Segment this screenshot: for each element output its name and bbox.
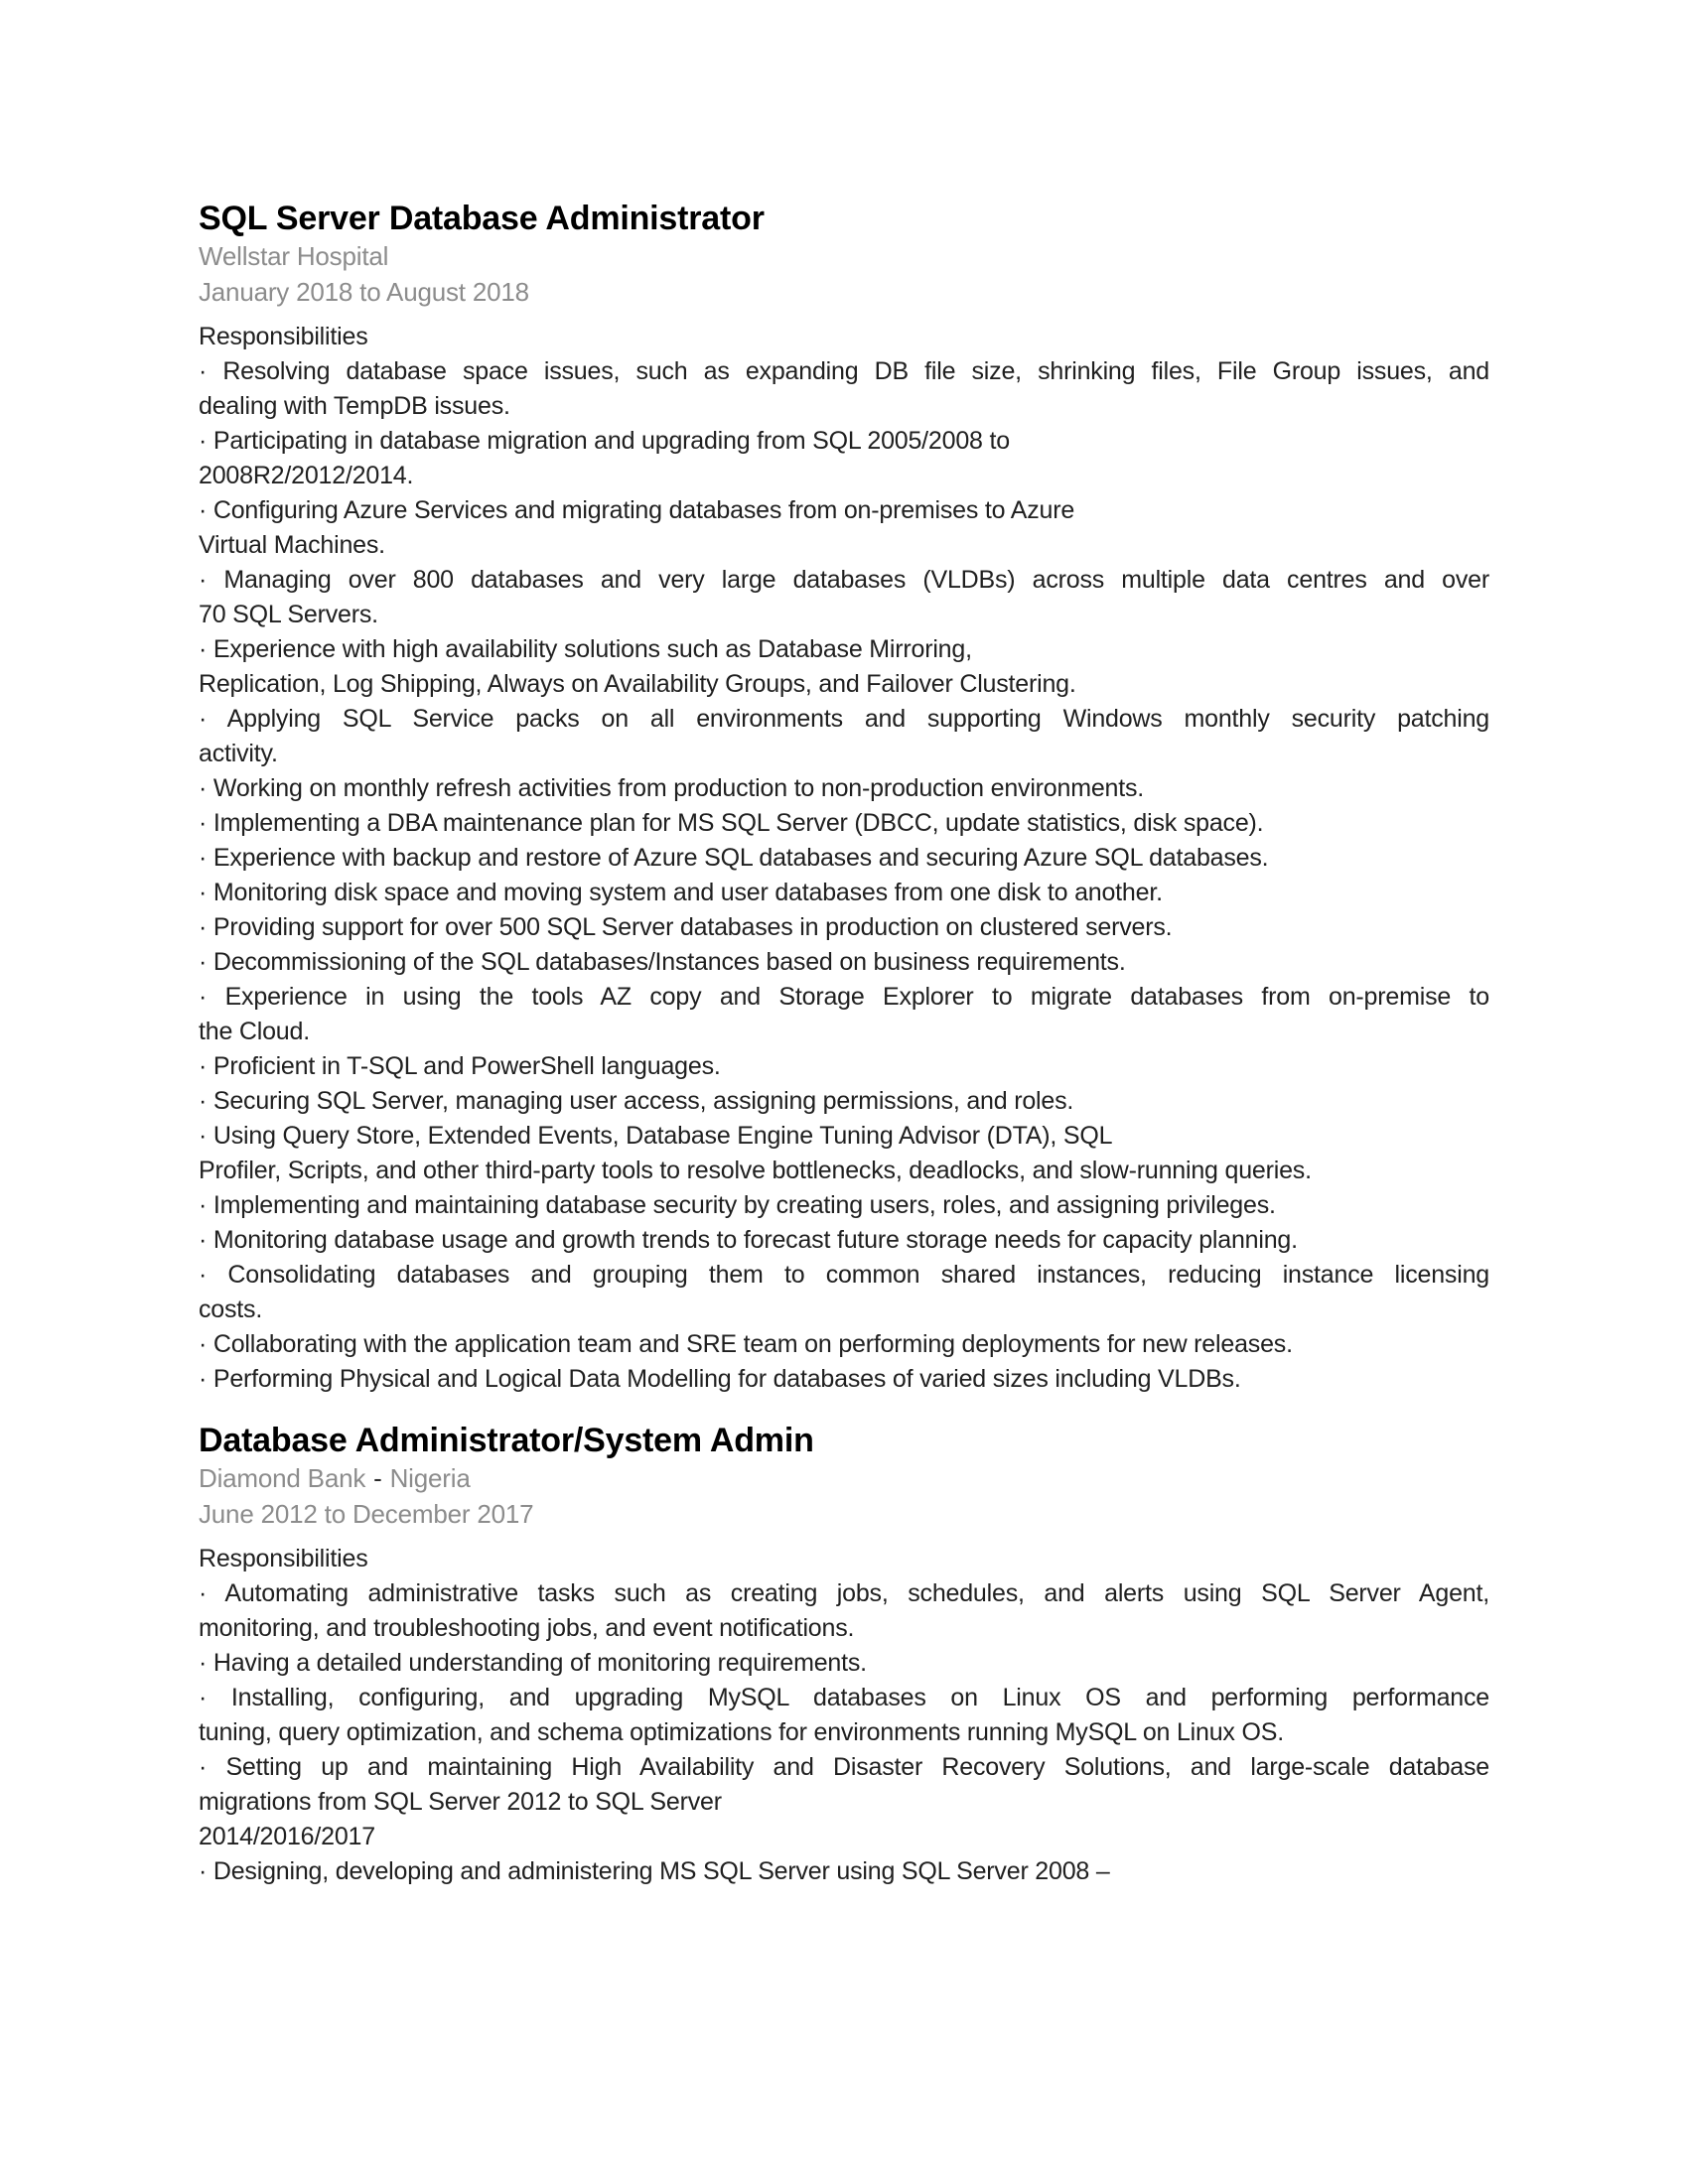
resume-line: · Automating administrative tasks such as creating jobs, schedules, and alerts using SQL Server Agent, bbox=[199, 1579, 1489, 1607]
responsibilities-label: Responsibilities bbox=[199, 1545, 368, 1572]
resume-line: · Configuring Azure Services and migrating databases from on-premises to Azure bbox=[199, 496, 1075, 524]
company-name: Diamond Bank bbox=[199, 1463, 366, 1493]
resume-line: · Managing over 800 databases and very large databases (VLDBs) across multiple data centres and over bbox=[199, 566, 1489, 594]
job-title: SQL Server Database Administrator bbox=[199, 200, 765, 237]
resume-line: · Monitoring database usage and growth trends to forecast future storage needs for capacity planning. bbox=[199, 1226, 1298, 1254]
responsibilities-list bbox=[199, 354, 1489, 1397]
resume-content bbox=[199, 199, 1489, 1889]
company-separator: - bbox=[373, 1463, 382, 1493]
resume-line: Replication, Log Shipping, Always on Availability Groups, and Failover Clustering. bbox=[199, 670, 1076, 698]
resume-line: · Experience with backup and restore of Azure SQL databases and securing Azure SQL databases. bbox=[199, 844, 1269, 872]
resume-line: · Designing, developing and administering MS SQL Server using SQL Server 2008 – bbox=[199, 1857, 1110, 1885]
job-section-dba-system-admin bbox=[199, 1421, 1489, 1889]
resume-line: the Cloud. bbox=[199, 1018, 310, 1045]
company-line bbox=[199, 1460, 1489, 1496]
employment-dates: January 2018 to August 2018 bbox=[199, 277, 529, 307]
resume-line: · Performing Physical and Logical Data Modelling for databases of varied sizes including VLDBs. bbox=[199, 1365, 1241, 1393]
resume-line: · Working on monthly refresh activities from production to non-production environments. bbox=[199, 774, 1145, 802]
resume-line: · Participating in database migration and upgrading from SQL 2005/2008 to bbox=[199, 427, 1010, 455]
job-title: Database Administrator/System Admin bbox=[199, 1422, 814, 1459]
resume-line: · Setting up and maintaining High Availability and Disaster Recovery Solutions, and large-scale database bbox=[199, 1753, 1489, 1781]
resume-line: · Applying SQL Service packs on all environments and supporting Windows monthly security patching bbox=[199, 705, 1489, 733]
resume-line: · Having a detailed understanding of monitoring requirements. bbox=[199, 1649, 867, 1677]
resume-line: · Installing, configuring, and upgrading MySQL databases on Linux OS and performing performance bbox=[199, 1684, 1489, 1711]
resume-line: 2008R2/2012/2014. bbox=[199, 462, 414, 489]
company-line bbox=[199, 238, 1489, 274]
resume-line: tuning, query optimization, and schema optimizations for environments running MySQL on Linux OS. bbox=[199, 1718, 1284, 1746]
resume-line: · Consolidating databases and grouping them to common shared instances, reducing instance licensing bbox=[199, 1261, 1489, 1289]
responsibilities-label: Responsibilities bbox=[199, 323, 368, 350]
resume-line: monitoring, and troubleshooting jobs, and event notifications. bbox=[199, 1614, 855, 1642]
responsibilities-list bbox=[199, 1576, 1489, 1889]
employment-dates: June 2012 to December 2017 bbox=[199, 1499, 534, 1529]
resume-line: · Decommissioning of the SQL databases/Instances based on business requirements. bbox=[199, 948, 1126, 976]
resume-line: · Resolving database space issues, such as expanding DB file size, shrinking files, File Group issues, and bbox=[199, 357, 1489, 385]
resume-line: costs. bbox=[199, 1296, 263, 1323]
company-name: Wellstar Hospital bbox=[199, 241, 389, 271]
job-section-sql-server-dba bbox=[199, 199, 1489, 1397]
resume-line: Virtual Machines. bbox=[199, 531, 385, 559]
resume-line: 70 SQL Servers. bbox=[199, 601, 378, 628]
resume-line: · Monitoring disk space and moving system and user databases from one disk to another. bbox=[199, 879, 1163, 906]
resume-line: · Providing support for over 500 SQL Server databases in production on clustered servers. bbox=[199, 913, 1173, 941]
resume-line: 2014/2016/2017 bbox=[199, 1823, 375, 1850]
company-location: Nigeria bbox=[389, 1463, 471, 1493]
resume-line: activity. bbox=[199, 740, 278, 767]
resume-line: · Experience with high availability solutions such as Database Mirroring, bbox=[199, 635, 972, 663]
resume-line: · Implementing a DBA maintenance plan for MS SQL Server (DBCC, update statistics, disk space). bbox=[199, 809, 1264, 837]
resume-line: · Implementing and maintaining database security by creating users, roles, and assigning privileges. bbox=[199, 1191, 1276, 1219]
resume-line: Profiler, Scripts, and other third-party tools to resolve bottlenecks, deadlocks, and slow-running queries. bbox=[199, 1157, 1312, 1184]
resume-line: dealing with TempDB issues. bbox=[199, 392, 510, 420]
resume-line: · Using Query Store, Extended Events, Database Engine Tuning Advisor (DTA), SQL bbox=[199, 1122, 1113, 1150]
resume-line: · Experience in using the tools AZ copy and Storage Explorer to migrate databases from on-premise to bbox=[199, 983, 1489, 1011]
resume-line: · Proficient in T-SQL and PowerShell languages. bbox=[199, 1052, 721, 1080]
resume-line: · Collaborating with the application team and SRE team on performing deployments for new releases. bbox=[199, 1330, 1293, 1358]
resume-line: · Securing SQL Server, managing user access, assigning permissions, and roles. bbox=[199, 1087, 1074, 1115]
resume-line: migrations from SQL Server 2012 to SQL Server bbox=[199, 1788, 722, 1816]
